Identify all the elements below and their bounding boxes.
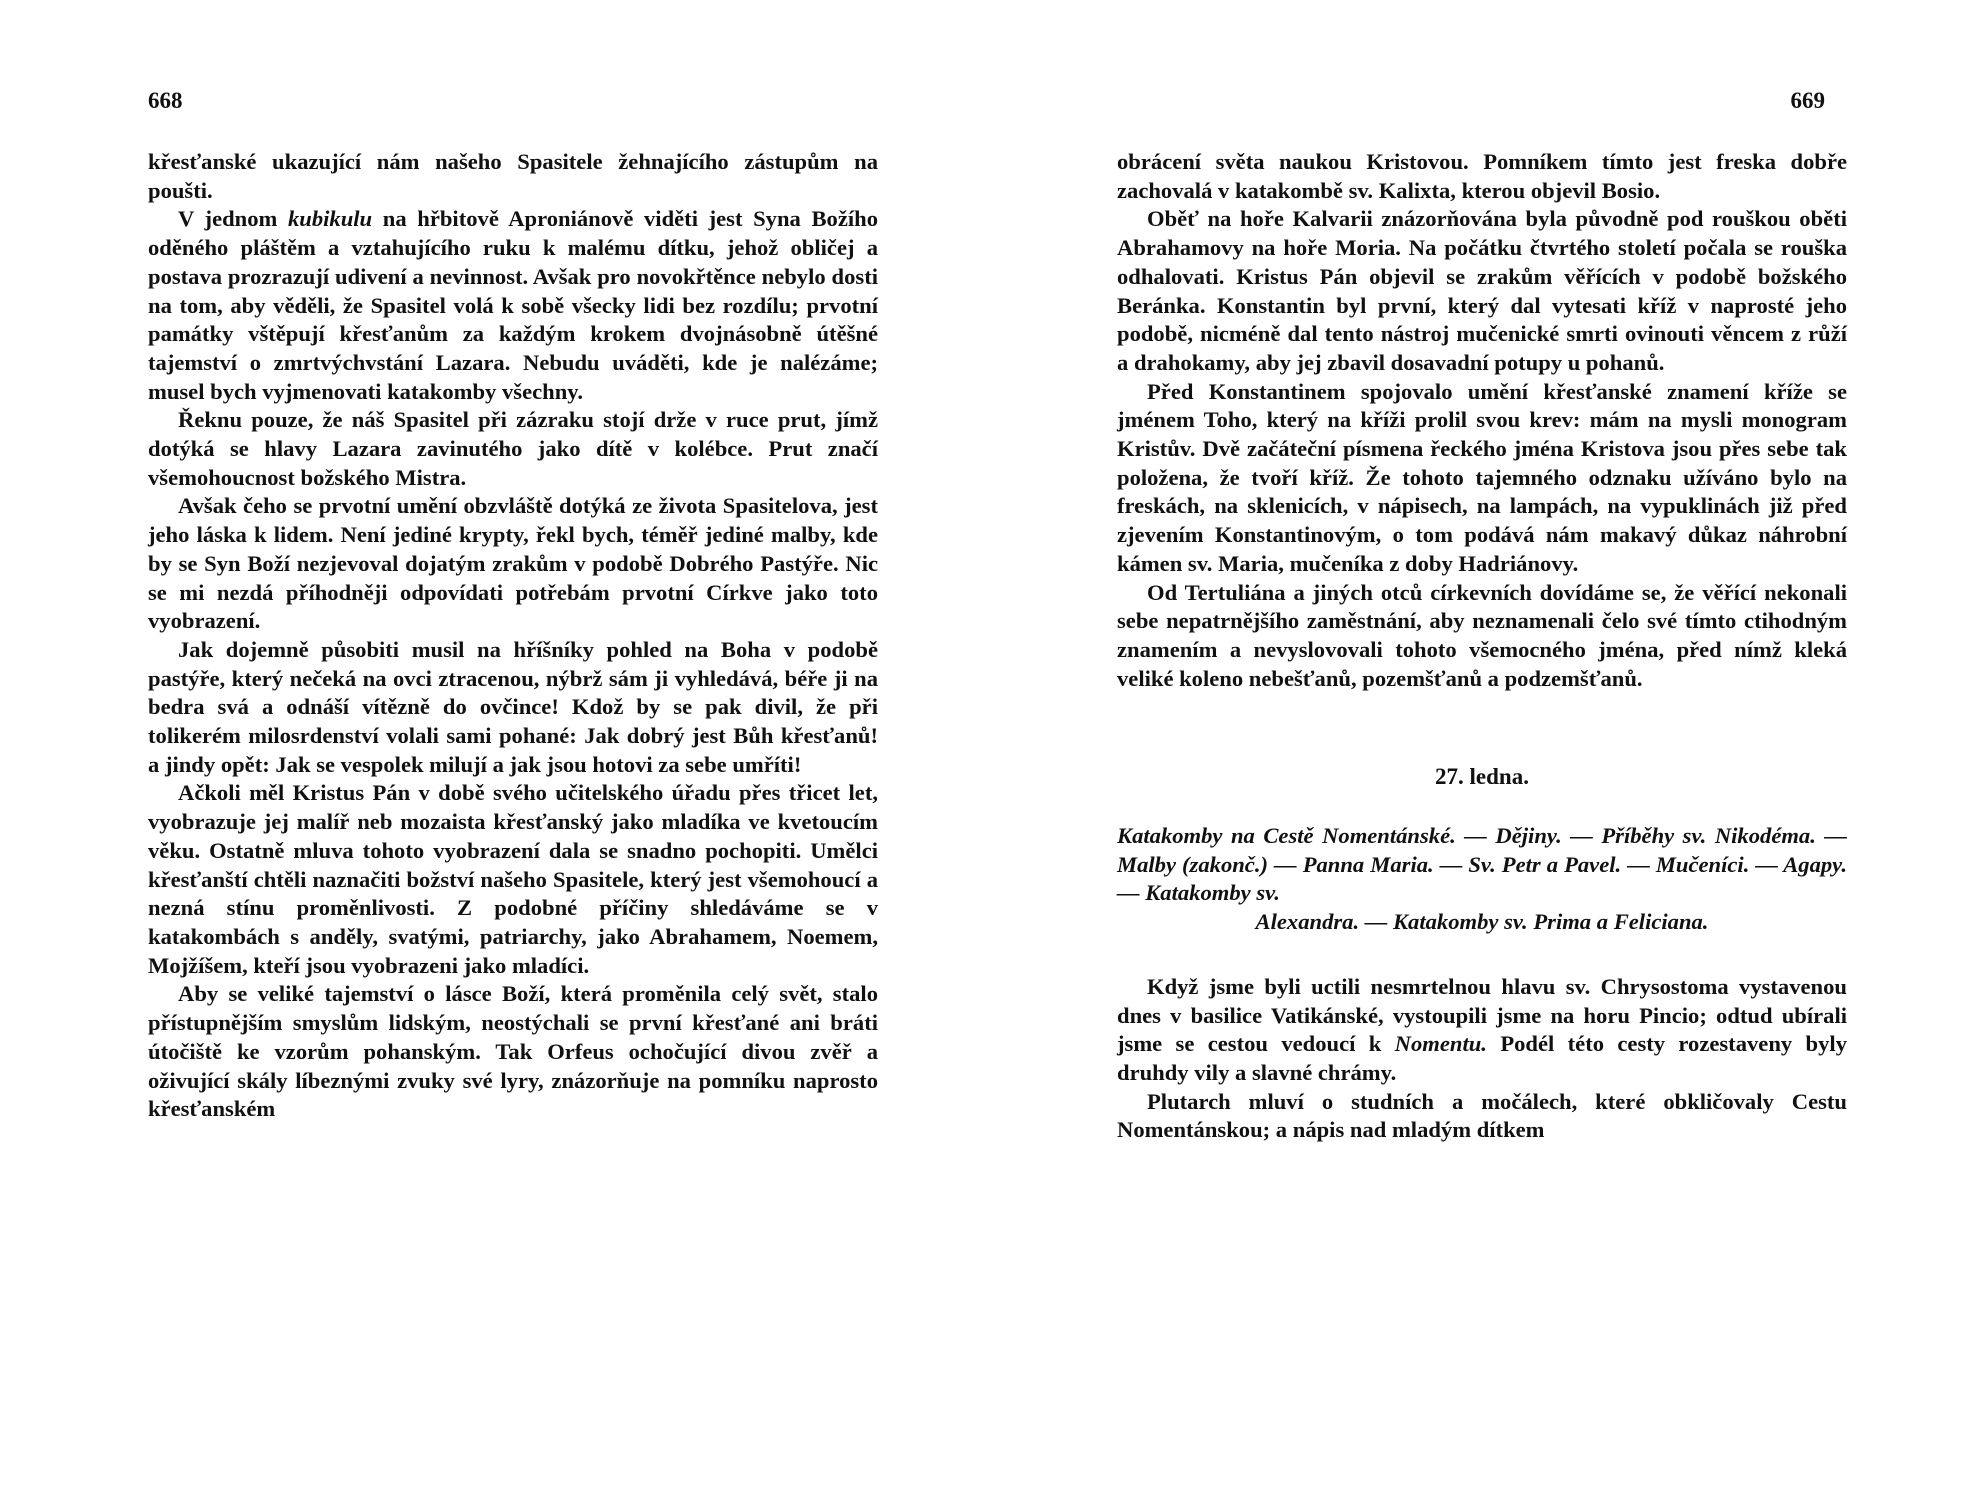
emphasis-text: Nomentu. [1394,1031,1487,1057]
summary-text: Katakomby na Cestě Nomentánské. — Dějiny. — Příběhy sv. Nikodéma. — Malby (zakonč.) — Panna Maria. — Sv. Petr a Pavel. — Mučeníci. — Agapy. — Katakomby sv. [1117,823,1847,906]
paragraph: Od Tertuliána a jiných otců církevních dovídáme se, že věřící nekonali sebe nepatrnějšího zaměstnání, aby neznamenali čelo své tímto ctihodným znamením a nevyslovovali tohoto všemocného jména, před nímž kleká veliké koleno nebešťanů, pozemšťanů a podzemšťanů. [1117,579,1847,691]
page-number-left: 668 [148,88,183,113]
paragraph-text: na hřbitově Aproniánově viděti jest Syna Božího oděného pláštěm a vztahujícího ruku k malému dítku, jehož obličej a postava prozrazují udivení a nevinnost. Avšak pro novokřtěnce nebylo dosti na tom, aby věděli, že Spasitel volá k sobě všecky lidi bez rozdílu; prvotní památky vštěpují křesťanům za každým krokem dvojnásobně útěšné tajemství o zmrtvýchvstání Lazara. Nebudu uváděti, kde je nalézáme; musel bych vyjmenovati katakomby všechny. [148,206,878,404]
emphasis-text: kubikulu [287,206,373,232]
left-text-column [148,148,878,1124]
paragraph: Oběť na hoře Kalvarii znázorňována byla původně pod rouškou oběti Abrahamovy na hoře Moria. Na počátku čtvrtého století počala se rouška odhalovati. Kristus Pán objevil se zrakům věřících v podobě božského Beránka. Konstantin byl první, který dal vytesati kříž v naprosté jeho podobě, nicméně dal tento nástroj mučenické smrti ovinouti věncem z růží a drahokamy, aby jej zbavil dosavadní potupy u pohanů. [1117,206,1847,375]
paragraph-text: Když jsme byli uctili nesmrtelnou hlavu sv. Chrysostoma vystavenou dnes v basilice Vatikánské, vystoupili jsme na horu Pincio; odtud ubírali jsme se cestou vedoucí k [1117,973,1847,1057]
paragraph: Před Konstantinem spojovalo umění křesťanské znamení kříže se jménem Toho, který na kříži prolil svou krev: mám na mysli monogram Kristův. Dvě začáteční písmena řeckého jména Kristova jsou přes sebe tak položena, že tvoří kříž. Že tohoto tajemného odznaku užíváno bylo na freskách, na sklenicích, v nápisech, na lampách, na vypuklinách již před zjevením Konstantinovým, o tom podává nám makavý důkaz náhrobní kámen sv. Maria, mučeníka z doby Hadriánovy. [1117,378,1847,576]
paragraph: křesťanské ukazující nám našeho Spasitele žehnajícího zástupům na poušti. [148,149,878,203]
section-heading: 27. ledna. [1435,764,1529,790]
paragraph-text: Podél této cesty rozestaveny byly druhdy vily a slavné chrámy. [1117,1031,1847,1085]
paragraph: Avšak čeho se prvotní umění obzvláště dotýká ze života Spasitelova, jest jeho láska k lidem. Není jediné krypty, řekl bych, téměř jediné malby, kde by se Syn Boží nezjevoval dojatým zrakům v podobě Dobrého Pastýře. Nic se mi nezdá příhodněji odpovídati potřebám prvotní Církve jako toto vyobrazení. [148,493,878,634]
paragraph-text: V jednom [178,206,288,232]
paragraph: obrácení světa naukou Kristovou. Pomníkem tímto jest freska dobře zachovalá v katakombě sv. Kalixta, kterou objevil Bosio. [1117,149,1847,203]
paragraph: Aby se veliké tajemství o lásce Boží, která proměnila celý svět, stalo přístupnějším smyslům lidským, neostýchali se první křesťané ani bráti útočiště ke vzorům pohanským. Tak Orfeus ochočující divou zvěř a oživující skály líbeznými zvuky své lyry, znázorňuje na pomníku naprosto křesťanském [148,981,878,1122]
chapter-summary [1117,822,1847,937]
paragraph: Jak dojemně působiti musil na hříšníky pohled na Boha v podobě pastýře, který nečeká na ovci ztracenou, nýbrž sám ji vyhledává, béře ji na bedra svá a odnáší vítězně do ovčince! Kdož by se pak divil, že při tolikerém milosrdenství volali sami pohané: Jak dobrý jest Bůh křesťanů! a jindy opět: Jak se vespolek milují a jak jsou hotovi za sebe umříti! [148,636,878,777]
right-page [985,0,1970,1501]
paragraph [148,205,878,406]
summary-text-last: Alexandra. — Katakomby sv. Prima a Feliciana. [1255,909,1709,935]
right-text-column [1117,148,1847,1145]
page-number-right: 669 [1790,88,1825,113]
paragraph: Plutarch mluví o studních a močálech, které obkličovaly Cestu Nomentánskou; a nápis nad mladým dítkem [1117,1088,1847,1143]
paragraph [1117,973,1847,1088]
paragraph: Ačkoli měl Kristus Pán v době svého učitelského úřadu přes třicet let, vyobrazuje jej malíř neb mozaista křesťanský jako mladíka ve kvetoucím věku. Ostatně mluva tohoto vyobrazení dala se snadno pochopiti. Umělci křesťanští chtěli naznačiti božství našeho Spasitele, který jest všemohoucí a nezná stínu proměnlivosti. Z podobné příčiny shledáváme se v katakombách s anděly, svatými, patriarchy, jako Abrahamem, Noemem, Mojžíšem, kteří jsou vyobrazeni jako mladíci. [148,780,878,978]
paragraph: Řeknu pouze, že náš Spasitel při zázraku stojí drže v ruce prut, jímž dotýká se hlavy Lazara zavinutého jako dítě v kolébce. Prut značí všemohoucnost božského Mistra. [148,407,878,490]
